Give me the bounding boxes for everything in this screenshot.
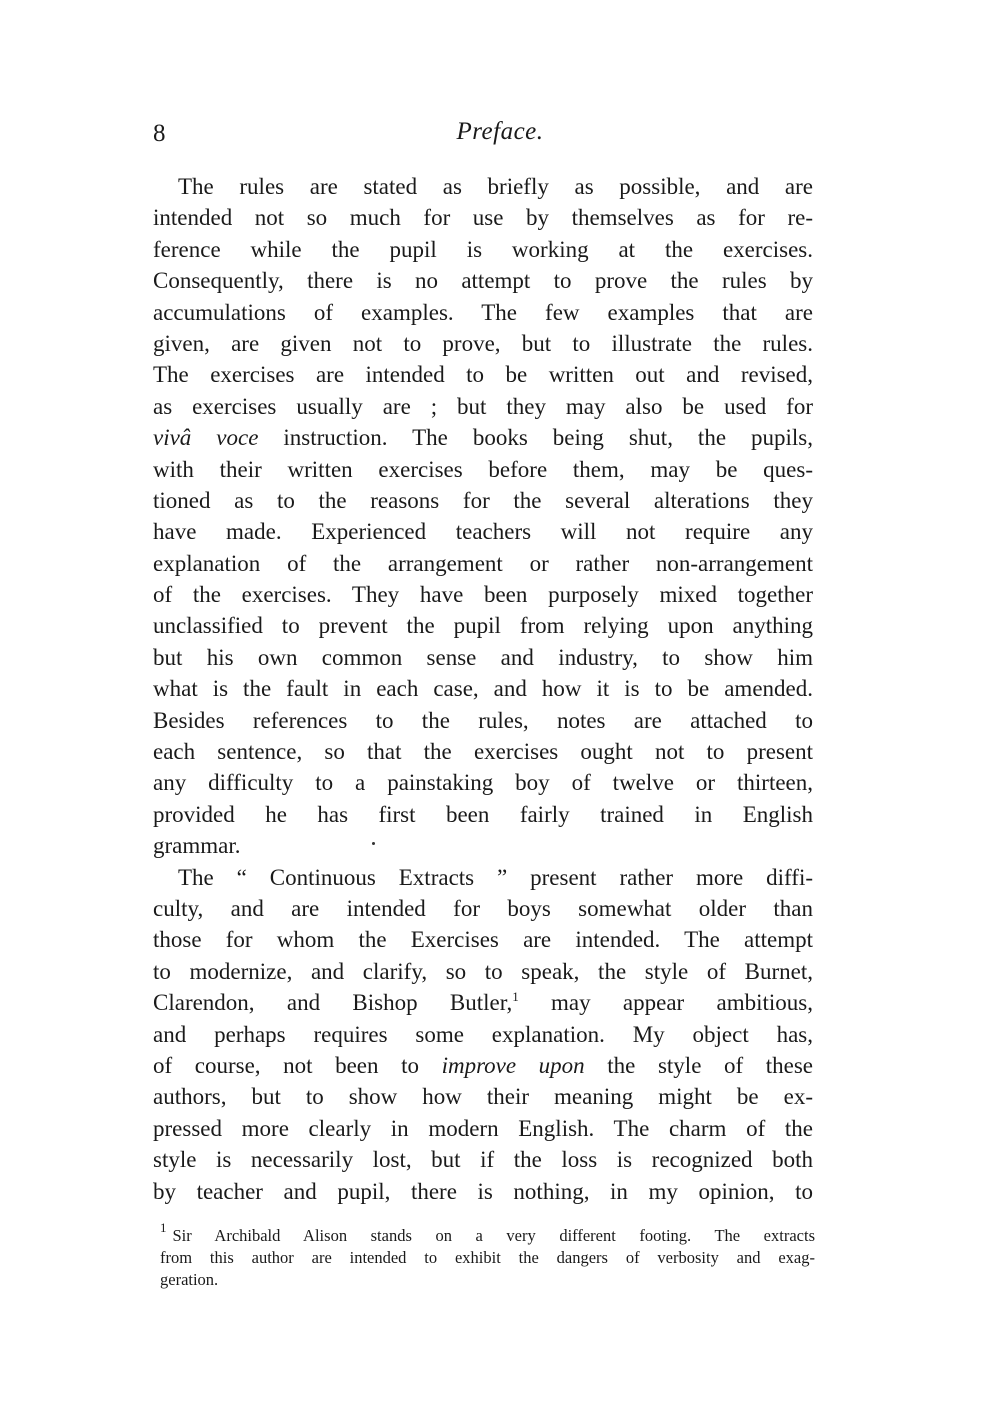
- text-line: [153, 171, 813, 202]
- line-text: as exercises usually are ; but they may also be used for: [153, 393, 813, 419]
- text-line: [153, 1176, 813, 1207]
- text-line: [153, 924, 813, 955]
- line-text: explanation of the arrangement or rather non-arrangement: [153, 550, 813, 576]
- line-text: The “ Continuous Extracts ” present rather more diffi-: [178, 864, 813, 890]
- text-line: [153, 516, 813, 547]
- text-line: [153, 422, 813, 453]
- line-text: tioned as to the reasons for the several alterations they: [153, 487, 813, 513]
- text-line: [153, 987, 813, 1018]
- line-text: grammar.: [153, 833, 241, 859]
- footnote-reference: 1: [512, 989, 519, 1005]
- line-text: of course, not been to: [153, 1052, 442, 1078]
- line-text: have made. Experienced teachers will not require any: [153, 519, 813, 545]
- footnote: [160, 1220, 815, 1291]
- text-line: [153, 705, 813, 736]
- line-text: with their written exercises before them, may be ques-: [153, 456, 813, 482]
- line-text: style is necessarily lost, but if the loss is recognized both: [153, 1147, 813, 1173]
- text-line: [153, 642, 813, 673]
- line-text: culty, and are intended for boys somewhat older than: [153, 895, 813, 921]
- line-text: ference while the pupil is working at the exercises.: [153, 236, 813, 262]
- text-line: [153, 234, 813, 265]
- italic-text: improve upon: [441, 1052, 585, 1078]
- line-text: unclassified to prevent the pupil from relying upon anything: [153, 613, 813, 639]
- text-line: [153, 328, 813, 359]
- line-text: but his own common sense and industry, to show him: [153, 644, 813, 670]
- text-line: [153, 830, 813, 861]
- text-line: [153, 673, 813, 704]
- footnote-text: Sir Archibald Alison stands on a very different footing. The extracts: [172, 1226, 815, 1245]
- text-line: [153, 893, 813, 924]
- text-line: [153, 610, 813, 641]
- line-text: accumulations of examples. The few examples that are: [153, 299, 813, 325]
- text-line: [153, 1050, 813, 1081]
- italic-text: vivâ voce: [153, 425, 259, 451]
- text-line: [153, 579, 813, 610]
- footnote-text: from this author are intended to exhibit the dangers of verbosity and exag-: [160, 1248, 815, 1267]
- line-text: by teacher and pupil, there is nothing, in my opinion, to: [153, 1178, 813, 1204]
- line-text: pressed more clearly in modern English. The charm of the: [153, 1115, 813, 1141]
- line-text: and perhaps requires some explanation. My object has,: [153, 1021, 813, 1047]
- line-text: The exercises are intended to be written out and revised,: [153, 362, 813, 388]
- print-speck: [372, 842, 375, 845]
- line-text: Clarendon, and Bishop Butler,: [153, 990, 513, 1016]
- line-text: instruction. The books being shut, the pupils,: [258, 425, 813, 451]
- text-line: [153, 1144, 813, 1175]
- text-line: [153, 485, 813, 516]
- text-line: [153, 1081, 813, 1112]
- text-line: [153, 767, 813, 798]
- line-text: intended not so much for use by themselves as for re-: [153, 205, 813, 231]
- footnote-marker: 1: [160, 1220, 167, 1235]
- running-title: Preface.: [456, 118, 544, 145]
- line-text: The rules are stated as briefly as possible, and are: [178, 174, 813, 199]
- line-text: to modernize, and clarify, so to speak, the style of Burnet,: [153, 958, 813, 984]
- text-line: [153, 391, 813, 422]
- line-text: Besides references to the rules, notes are attached to: [153, 707, 813, 733]
- line-text: those for whom the Exercises are intended. The attempt: [153, 927, 813, 953]
- line-text: Consequently, there is no attempt to prove the rules by: [153, 268, 813, 294]
- text-line: [153, 799, 813, 830]
- text-line: [153, 265, 813, 296]
- footnote-text: geration.: [160, 1270, 219, 1289]
- text-line: [153, 454, 813, 485]
- text-line: [153, 548, 813, 579]
- line-text: authors, but to show how their meaning might be ex-: [153, 1084, 813, 1110]
- text-line: [153, 736, 813, 767]
- body-text: [153, 171, 813, 1207]
- text-line: [153, 1113, 813, 1144]
- text-line: [153, 202, 813, 233]
- line-text: given, are given not to prove, but to illustrate the rules.: [153, 330, 813, 356]
- line-text: what is the fault in each case, and how it is to be amended.: [153, 676, 813, 702]
- page-number: 8: [153, 120, 166, 147]
- text-line: [153, 297, 813, 328]
- line-text: of the exercises. They have been purposely mixed together: [153, 582, 813, 608]
- text-line: [153, 862, 813, 893]
- line-text: any difficulty to a painstaking boy of twelve or thirteen,: [153, 770, 813, 796]
- footnote-line: [160, 1247, 815, 1269]
- text-line: [153, 359, 813, 390]
- text-line: [153, 1019, 813, 1050]
- footnote-line: [160, 1269, 815, 1291]
- text-line: [153, 956, 813, 987]
- footnote-line: [160, 1220, 815, 1247]
- line-text: may appear ambitious,: [518, 990, 813, 1016]
- line-text: each sentence, so that the exercises ought not to present: [153, 739, 813, 765]
- line-text: provided he has first been fairly trained in English: [153, 801, 813, 827]
- line-text: the style of these: [584, 1052, 813, 1078]
